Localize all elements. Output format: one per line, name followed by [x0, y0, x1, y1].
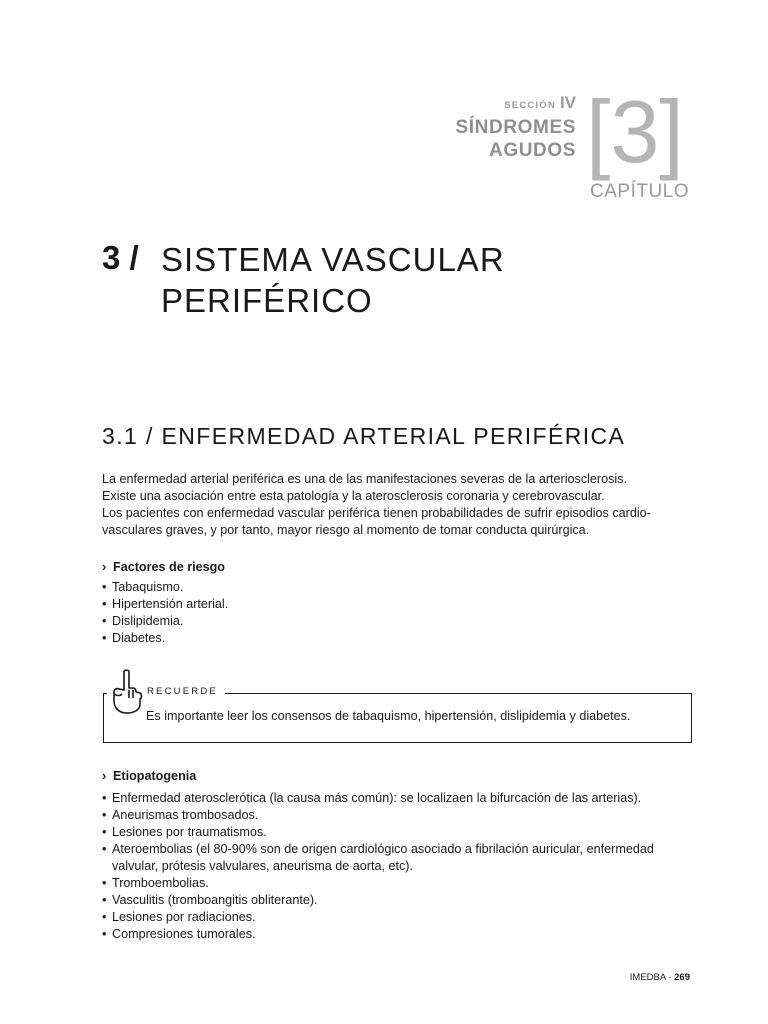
- chevron-right-icon: ›: [102, 560, 107, 574]
- list-item: • Vasculitis (tromboangitis obliterante).: [102, 893, 318, 907]
- chapter-title: [161, 239, 661, 321]
- chapter-label: CAPÍTULO: [590, 181, 690, 202]
- section-label: SECCIÓN: [504, 100, 556, 111]
- recuerde-text: Es importante leer los consensos de tabaquismo, hipertensión, dislipidemia y diabetes.: [146, 709, 631, 723]
- list-item: • Dislipidemia.: [102, 614, 184, 628]
- etiopatogenia-list: [102, 790, 694, 943]
- list-item: • Lesiones por radiaciones.: [102, 910, 256, 924]
- section-title-line2: AGUDOS: [489, 140, 576, 161]
- intro-line-2: Existe una asociación entre esta patología y la aterosclerosis coronaria y cerebrovascular.: [102, 489, 605, 503]
- chapter-number-bracket: [3]: [586, 82, 684, 181]
- intro-line-1: La enfermedad arterial periférica es una de las manifestaciones severas de la arteriosclerosis.: [102, 472, 628, 486]
- intro-line-3: Los pacientes con enfermedad vascular periférica tienen probabilidades de sufrir episodios cardio-vasculares graves, y por tanto, mayor riesgo al momento de tomar conducta quirúrgica.: [102, 506, 651, 537]
- list-item: • Compresiones tumorales.: [102, 927, 256, 941]
- section-title: [456, 116, 576, 162]
- etiopatogenia-heading: [102, 769, 196, 783]
- publisher-name: IMEDBA ·: [629, 972, 672, 983]
- list-item: • Ateroembolias (el 80-90% son de origen cardiológico asociado a fibrilación auricular, enfermedad valvular, prótesis valvulares, aneurisma de aorta, etc).: [102, 842, 654, 873]
- page-footer: [630, 972, 690, 983]
- list-item: • Diabetes.: [102, 631, 166, 645]
- factores-heading-text: Factores de riesgo: [113, 560, 225, 574]
- recuerde-label: RECUERDE: [147, 686, 218, 697]
- list-item: • Tromboembolias.: [102, 876, 209, 890]
- page-number: 269: [674, 972, 690, 983]
- chapter-title-line1: SISTEMA VASCULAR: [161, 241, 505, 278]
- list-item: • Hipertensión arterial.: [102, 597, 229, 611]
- section-title-line1: SÍNDROMES: [455, 117, 576, 138]
- factores-heading: [102, 560, 225, 574]
- list-item: • Lesiones por traumatismos.: [102, 825, 267, 839]
- chevron-right-icon: ›: [102, 769, 107, 783]
- factores-list: [102, 579, 702, 647]
- list-item: • Aneurismas trombosados.: [102, 808, 259, 822]
- etiopatogenia-heading-text: Etiopatogenia: [113, 769, 197, 783]
- section-label-line: [504, 93, 576, 113]
- raised-finger-hand-icon: [110, 668, 144, 714]
- list-item: • Enfermedad aterosclerótica (la causa más común): se localizaen la bifurcación de las arterias).: [102, 791, 642, 805]
- section-number: IV: [559, 93, 576, 112]
- intro-paragraph: [102, 471, 702, 539]
- section-heading: 3.1 / ENFERMEDAD ARTERIAL PERIFÉRICA: [102, 423, 626, 449]
- list-item: • Tabaquismo.: [102, 580, 184, 594]
- chapter-title-line2: PERIFÉRICO: [161, 282, 373, 319]
- chapter-number: 3 /: [102, 239, 139, 276]
